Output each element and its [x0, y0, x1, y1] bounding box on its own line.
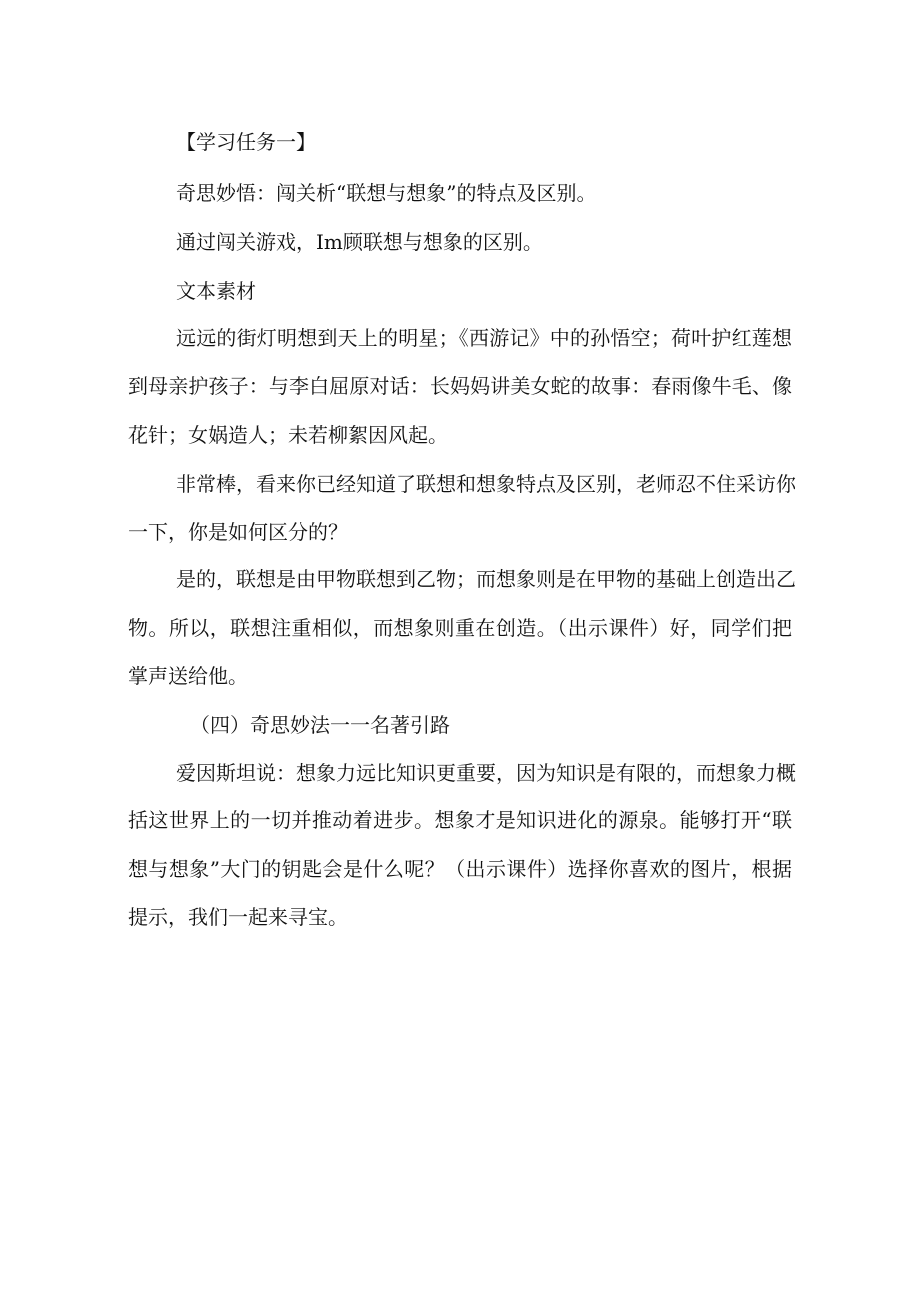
- paragraph-line: 一下，你是如何区分的？: [128, 520, 348, 544]
- paragraph-line: 掌声送给他。: [128, 664, 248, 688]
- task-intro: 通过闯关游戏，Im顾联想与想象的区别。: [176, 230, 543, 254]
- paragraph-line: 括这世界上的一切并推动着进步。想象才是知识进化的源泉。能够打开“联: [128, 808, 792, 832]
- section-title: （四）奇思妙法一一名著引路: [190, 713, 450, 737]
- paragraph-line: 提示，我们一起来寻宝。: [128, 905, 348, 929]
- paragraph-line: 非常棒，看来你已经知道了联想和想象特点及区别，老师忍不住采访你: [176, 472, 796, 496]
- paragraph-line: 是的，联想是由甲物联想到乙物；而想象则是在甲物的基础上创造出乙: [176, 567, 796, 591]
- task-heading: 【学习任务一】: [176, 130, 316, 154]
- paragraph-line: 花针；女娲造人；未若柳絮因风起。: [128, 423, 448, 447]
- paragraph-line: 想与想象”大门的钥匙会是什么呢？（出示课件）选择你喜欢的图片，根据: [128, 857, 792, 881]
- paragraph-line: 到母亲护孩子：与李白屈原对话：长妈妈讲美女蛇的故事：春雨像牛毛、像: [128, 374, 792, 398]
- task-title: 奇思妙悟：闯关析“联想与想象”的特点及区别。: [176, 181, 597, 205]
- paragraph-line: 爱因斯坦说：想象力远比知识更重要，因为知识是有限的，而想象力概: [176, 761, 796, 785]
- paragraph-line: 物。所以，联想注重相似，而想象则重在创造。（出示课件）好，同学们把: [128, 616, 792, 640]
- material-label: 文本素材: [176, 279, 256, 303]
- paragraph-line: 远远的街灯明想到天上的明星；《西游记》中的孙悟空；荷叶护红莲想: [176, 326, 792, 350]
